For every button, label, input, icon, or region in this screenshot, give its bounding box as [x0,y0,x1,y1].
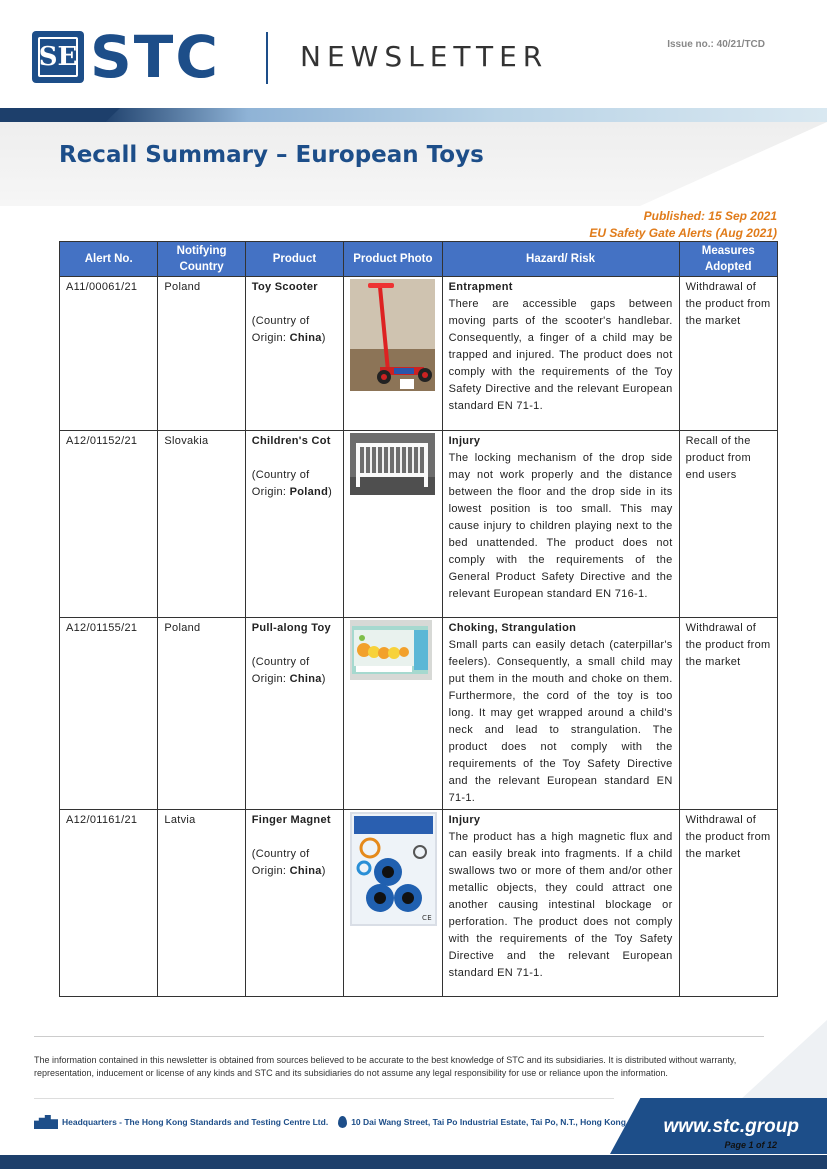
country-of-origin: (Country of Origin: China) [251,315,326,344]
hazard-description: The product has a high magnetic flux and can easily break into fragments. If a child swallows two or more of them and/or other metallic objects, they could attract one another causing intestinal blockage or perforation. The product does not comply with the requirements of the Toy Safety Directive and the relevant European standard EN 71-1. [448,831,673,979]
hazard-description: Small parts can easily detach (caterpillar's feelers). Consequently, a small child may put them in the mouth and choke on them. Furthermore, the cord of the toy is too long. It may get wrapped around a child's neck and lead to strangulation. The product does not comply with the requirements of the Toy Safety Directive and the relevant European standard EN 71-1. [448,639,673,804]
product-name: Toy Scooter [251,281,318,293]
product-name: Pull-along Toy [251,622,331,634]
product-cell [245,810,343,997]
header-notifying-country: Notifying Country [158,242,245,277]
issue-number: Issue no.: 40/21/TCD [667,39,765,50]
toy-scooter-photo [350,279,435,391]
stc-logo-mark: SE [32,31,84,83]
page-title: Recall Summary – European Toys [59,142,484,168]
measures-adopted: Recall of the product from end users [679,431,777,618]
table-row [60,810,778,997]
hazard-cell [442,618,679,810]
product-cell [245,618,343,810]
hazard-description: The locking mechanism of the drop side may not work properly and the distance between the floor and the drop side in its lowest position is too small. This may cause injury to children playing next to the bed unattended. The product does not comply with the requirements of the General Product Safety Directive and the relevant European standard EN 716-1. [448,452,673,600]
stc-logo [32,23,220,91]
table-row [60,277,778,431]
headquarters-address: 10 Dai Wang Street, Tai Po Industrial Estate, Tai Po, N.T., Hong Kong [351,1117,626,1127]
product-cell [245,277,343,431]
product-photo-cell [344,277,442,431]
hazard-cell [442,810,679,997]
product-name: Finger Magnet [251,814,331,826]
website-link[interactable]: www.stc.group [663,1116,799,1137]
hazard-title: Choking, Strangulation [448,622,577,634]
measures-adopted: Withdrawal of the product from the market [679,810,777,997]
headquarters-info [34,1115,626,1129]
measures-adopted: Withdrawal of the product from the market [679,277,777,431]
footer-bar [0,1155,827,1169]
header-product: Product [245,242,343,277]
disclaimer-text: The information contained in this newsletter is obtained from sources believed to be accurate to the best knowledge of STC and its subsidiaries. It is distributed without warranty, representation, inducement or license of any kinds and STC and its subsidiaries do not assume any legal responsibility for use or reliance upon the information. [34,1055,737,1078]
footer-divider [34,1036,764,1037]
stc-logo-text: STC [90,23,220,91]
alert-no: A11/00061/21 [60,277,158,431]
childrens-cot-photo [350,433,435,495]
header-measures-adopted: Measures Adopted [679,242,777,277]
notifying-country: Latvia [158,810,245,997]
recall-table [59,241,778,997]
header-band [0,108,827,122]
finger-magnet-photo [350,812,437,926]
published-date: Published: 15 Sep 2021 [643,209,777,223]
page-number: Page 1 of 12 [724,1140,777,1150]
table-row [60,618,778,810]
alert-no: A12/01155/21 [60,618,158,810]
hazard-cell [442,277,679,431]
notifying-country: Poland [158,618,245,810]
header-hazard-risk: Hazard/ Risk [442,242,679,277]
hazard-cell [442,431,679,618]
published-info [589,208,777,242]
alert-no: A12/01161/21 [60,810,158,997]
measures-adopted: Withdrawal of the product from the market [679,618,777,810]
hazard-title: Entrapment [448,281,513,293]
notifying-country: Slovakia [158,431,245,618]
header-product-photo: Product Photo [344,242,442,277]
product-photo-cell [344,618,442,810]
table-header-row [60,242,778,277]
header-band-dark [0,108,120,122]
hazard-description: There are accessible gaps between moving parts of the scooter's handlebar. Consequently, a finger of a child may be trapped and injured. The product does not comply with the requirements of the Toy Safety Directive and the relevant European standard EN 71-1. [448,298,673,412]
newsletter-label: NEWSLETTER [300,40,549,73]
footer-divider-2 [34,1098,614,1099]
pull-along-toy-photo [350,620,432,680]
hazard-title: Injury [448,814,481,826]
notifying-country: Poland [158,277,245,431]
product-photo-cell [344,810,442,997]
country-of-origin: (Country of Origin: China) [251,848,326,877]
building-icon [34,1115,58,1129]
header-alert-no: Alert No. [60,242,158,277]
alert-period: EU Safety Gate Alerts (Aug 2021) [589,226,777,240]
country-of-origin: (Country of Origin: Poland) [251,469,333,498]
page-header [0,0,827,110]
product-photo-cell [344,431,442,618]
product-name: Children's Cot [251,435,331,447]
country-of-origin: (Country of Origin: China) [251,656,326,685]
svg-text:CE: CE [422,914,433,922]
headquarters-name: Headquarters - The Hong Kong Standards and Testing Centre Ltd. [62,1117,329,1127]
header-divider [266,32,268,84]
table-row [60,431,778,618]
hazard-title: Injury [448,435,481,447]
location-pin-icon [338,1116,347,1128]
product-cell [245,431,343,618]
alert-no: A12/01152/21 [60,431,158,618]
